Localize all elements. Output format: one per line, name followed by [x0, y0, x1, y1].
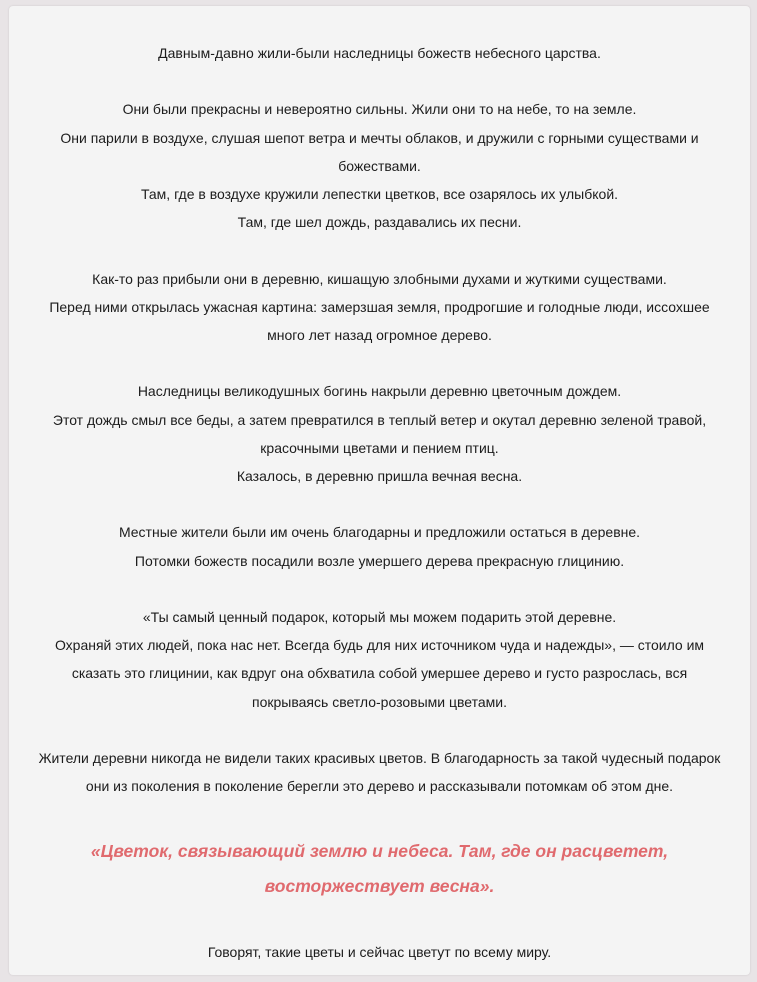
paragraph-line: Там, где в воздухе кружили лепестки цветков, все озарялось их улыбкой.	[140, 186, 619, 202]
story-paragraph	[9, 265, 750, 350]
paragraph-line: сказать это глицинии, как вдруг она обхватила собой умершее дерево и густо разрослась, вся	[71, 665, 688, 682]
paragraph-line: Казалось, в деревню пришла вечная весна.	[236, 468, 523, 484]
story-paragraph	[9, 603, 750, 716]
paragraph-line: Там, где шел дождь, раздавались их песни.	[237, 214, 522, 231]
paragraph-line: Этот дождь смыл все беды, а затем превратился в теплый ветер и окутал деревню зеленой травой,	[52, 411, 707, 428]
paragraph-line: красочными цветами и пением птиц.	[260, 439, 499, 456]
paragraph-line: Жители деревни никогда не видели таких красивых цветов. В благодарность за такой чудесный подарок	[38, 749, 721, 766]
story-paragraph	[9, 39, 750, 67]
paragraph-line: Они парили в воздухе, слушая шепот ветра и мечты облаков, и дружили с горными существами и	[60, 129, 699, 146]
paragraph-line: Местные жители были им очень благодарны и предложили остаться в деревне.	[118, 524, 641, 541]
paragraph-line: Они были прекрасны и невероятно сильны. Жили они то на небе, то на земле.	[122, 101, 637, 118]
highlight-line: восторжествует весна».	[264, 876, 495, 897]
closing-text: Говорят, такие цветы и сейчас цветут по всему миру.	[207, 944, 552, 961]
story-paragraph	[9, 95, 750, 236]
story-card	[9, 6, 750, 975]
paragraph-line: Как-то раз прибыли они в деревню, кишащую злобными духами и жуткими существами.	[92, 270, 667, 287]
paragraph-line: много лет назад огромное дерево.	[267, 327, 492, 343]
paragraph-line: Потомки божеств посадили возле умершего дерева прекрасную глицинию.	[134, 552, 625, 569]
highlight-quote	[9, 834, 750, 904]
story-paragraph	[9, 744, 750, 800]
story-paragraph	[9, 377, 750, 490]
paragraph-line: покрываясь светло-розовыми цветами.	[252, 693, 507, 710]
story-paragraph	[9, 518, 750, 574]
paragraph-line: Перед ними открылась ужасная картина: замерзшая земля, продрогшие и голодные люди, иссохшее	[49, 298, 710, 315]
highlight-line: «Цветок, связывающий землю и небеса. Там, где он расцветет,	[90, 841, 669, 862]
paragraph-line: Давным-давно жили-были наследницы божеств небесного царства.	[158, 45, 601, 61]
story-content	[9, 6, 750, 967]
story-paragraphs	[9, 39, 750, 800]
paragraph-line: они из поколения в поколение берегли это дерево и рассказывали потомкам об этом дне.	[85, 778, 674, 795]
paragraph-line: Охраняй этих людей, пока нас нет. Всегда будь для них источником чуда и надежды», — стоило им	[54, 637, 705, 654]
paragraph-line: «Ты самый ценный подарок, который мы можем подарить этой деревне.	[142, 608, 617, 625]
paragraph-line: Наследницы великодушных богинь накрыли деревню цветочным дождем.	[137, 383, 622, 400]
paragraph-line: божествами.	[338, 157, 421, 174]
